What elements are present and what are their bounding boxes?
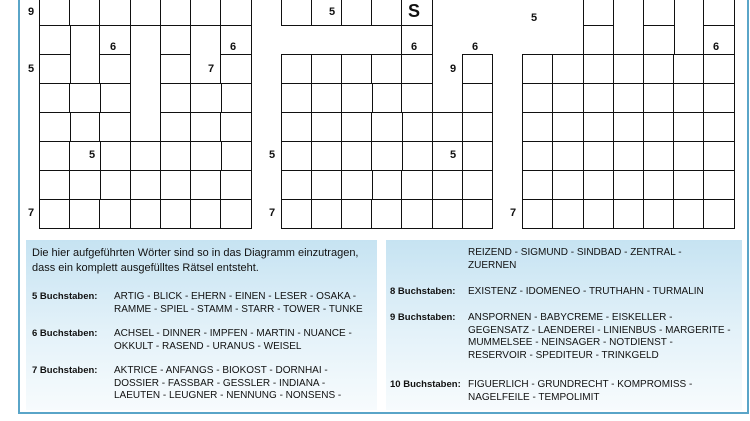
grid-cell[interactable] bbox=[341, 170, 373, 200]
grid-cell[interactable] bbox=[99, 170, 131, 200]
grid-cell[interactable] bbox=[643, 199, 675, 229]
grid-cell[interactable] bbox=[613, 170, 645, 200]
grid-cell[interactable] bbox=[160, 170, 192, 200]
grid-cell[interactable] bbox=[583, 141, 615, 171]
grid-cell[interactable] bbox=[643, 54, 675, 84]
grid-cell[interactable] bbox=[583, 25, 615, 55]
grid-cell[interactable] bbox=[371, 112, 403, 142]
word-line: ANSPORNEN - BABYCREME - EISKELLER - bbox=[468, 312, 673, 323]
word-line: LAEUTEN - LEUGNER - NENNUNG - NONSENS - bbox=[114, 390, 342, 401]
grid-cell[interactable] bbox=[552, 170, 584, 200]
grid-cell[interactable] bbox=[311, 54, 343, 84]
grid-cell[interactable] bbox=[371, 141, 403, 171]
clue-number: 5 bbox=[89, 149, 96, 161]
grid-cell[interactable] bbox=[432, 199, 464, 229]
grid-cell[interactable] bbox=[643, 170, 675, 200]
word-line: AKTRICE - ANFANGS - BIOKOST - DORNHAI - bbox=[114, 365, 328, 376]
grid-cell[interactable] bbox=[130, 199, 162, 229]
grid-cell[interactable] bbox=[673, 141, 705, 171]
grid-cell[interactable] bbox=[220, 54, 252, 84]
grid-cell[interactable] bbox=[160, 54, 192, 84]
grid-cell[interactable] bbox=[190, 83, 222, 113]
grid-cell[interactable] bbox=[522, 170, 554, 200]
grid-cell[interactable] bbox=[401, 199, 433, 229]
word-line: RAMME - SPIEL - STAMM - STARR - TOWER - TUNKE bbox=[114, 303, 363, 315]
grid-cell[interactable] bbox=[613, 141, 645, 171]
clue-number: 9 bbox=[450, 63, 457, 75]
grid-cell[interactable] bbox=[281, 0, 313, 26]
grid-cell[interactable] bbox=[69, 170, 101, 200]
grid-cell[interactable] bbox=[401, 25, 433, 55]
grid-cell[interactable] bbox=[432, 170, 464, 200]
word-line: GEGENSATZ - LAENDEREI - LINIENBUS - MARGERITE - bbox=[468, 324, 731, 336]
grid-cell[interactable] bbox=[703, 141, 735, 171]
word-group-label: 7 Buchstaben: bbox=[32, 365, 98, 376]
grid-cell[interactable] bbox=[673, 199, 705, 229]
grid-cell[interactable] bbox=[99, 83, 131, 113]
grid-cell[interactable] bbox=[341, 0, 373, 26]
grid-cell[interactable] bbox=[401, 112, 433, 142]
grid-cell[interactable] bbox=[432, 112, 464, 142]
grid-cell[interactable] bbox=[341, 112, 373, 142]
grid-cell[interactable] bbox=[281, 199, 313, 229]
grid-cell[interactable] bbox=[190, 0, 222, 26]
grid-cell[interactable] bbox=[462, 170, 494, 200]
grid-cell[interactable] bbox=[311, 199, 343, 229]
grid-cell[interactable] bbox=[552, 141, 584, 171]
grid-cell[interactable] bbox=[583, 112, 615, 142]
grid-cell[interactable] bbox=[552, 54, 584, 84]
grid-cell[interactable] bbox=[703, 199, 735, 229]
clue-number: 9 bbox=[28, 6, 35, 18]
grid-cell[interactable] bbox=[220, 0, 252, 26]
grid-cell[interactable] bbox=[220, 83, 252, 113]
grid-cell[interactable] bbox=[371, 0, 403, 26]
grid-cell[interactable] bbox=[281, 170, 313, 200]
grid-cell[interactable] bbox=[643, 112, 675, 142]
grid-cell[interactable] bbox=[311, 112, 343, 142]
clue-number: 7 bbox=[28, 207, 35, 219]
grid-cell[interactable] bbox=[160, 199, 192, 229]
grid-cell[interactable] bbox=[99, 199, 131, 229]
grid-cell[interactable] bbox=[703, 83, 735, 113]
grid-cell[interactable] bbox=[160, 141, 192, 171]
grid-cell[interactable] bbox=[613, 83, 645, 113]
grid-cell[interactable] bbox=[69, 141, 101, 171]
grid-cell[interactable] bbox=[99, 54, 131, 84]
clue-number: 6 bbox=[472, 41, 479, 53]
grid-cell[interactable] bbox=[341, 141, 373, 171]
word-line: OKKULT - RASEND - URANUS - WEISEL bbox=[114, 340, 302, 352]
grid-cell[interactable] bbox=[613, 54, 645, 84]
grid-cell[interactable] bbox=[401, 83, 433, 113]
clue-number: 5 bbox=[269, 149, 276, 161]
grid-cell[interactable] bbox=[39, 199, 71, 229]
grid-cell[interactable] bbox=[281, 83, 313, 113]
grid-cell[interactable] bbox=[39, 112, 71, 142]
grid-cell[interactable] bbox=[583, 0, 615, 26]
grid-cell[interactable] bbox=[613, 199, 645, 229]
grid-cell[interactable] bbox=[39, 83, 71, 113]
grid-cell[interactable] bbox=[703, 112, 735, 142]
word-group-label: 9 Buchstaben: bbox=[390, 312, 456, 323]
grid-cell[interactable] bbox=[462, 141, 494, 171]
grid-cell[interactable] bbox=[39, 141, 71, 171]
grid-cell[interactable] bbox=[311, 141, 343, 171]
grid-cell[interactable] bbox=[643, 141, 675, 171]
grid-cell[interactable] bbox=[39, 54, 71, 84]
word-line: FIGUERLICH - GRUNDRECHT - KOMPROMISS - bbox=[468, 379, 693, 390]
grid-cell[interactable] bbox=[462, 83, 494, 113]
grid-cell[interactable] bbox=[371, 54, 403, 84]
grid-cell[interactable] bbox=[703, 170, 735, 200]
grid-cell[interactable] bbox=[583, 199, 615, 229]
grid-cell[interactable] bbox=[190, 199, 222, 229]
grid-cell[interactable] bbox=[281, 141, 313, 171]
grid-cell[interactable] bbox=[160, 0, 192, 26]
clue-number: 5 bbox=[450, 149, 457, 161]
grid-cell[interactable] bbox=[643, 0, 675, 26]
grid-cell[interactable] bbox=[643, 25, 675, 55]
grid-cell[interactable] bbox=[401, 141, 433, 171]
word-list-panel-left bbox=[26, 240, 377, 410]
grid-cell[interactable] bbox=[39, 170, 71, 200]
word-line: DOSSIER - FASSBAR - GESSLER - INDIANA - bbox=[114, 377, 326, 389]
clue-number: 6 bbox=[411, 41, 418, 53]
grid-cell[interactable] bbox=[220, 141, 252, 171]
grid-cell[interactable] bbox=[190, 141, 222, 171]
grid-cell[interactable] bbox=[220, 170, 252, 200]
grid-cell[interactable] bbox=[220, 199, 252, 229]
grid-cell[interactable] bbox=[371, 199, 403, 229]
grid-cell[interactable] bbox=[703, 54, 735, 84]
clue-number: 7 bbox=[269, 207, 276, 219]
grid-cell[interactable] bbox=[130, 0, 162, 26]
grid-cell[interactable] bbox=[69, 199, 101, 229]
grid-cell[interactable] bbox=[462, 199, 494, 229]
word-line: EXISTENZ - IDOMENEO - TRUTHAHN - TURMALIN bbox=[468, 286, 704, 297]
grid-cell[interactable] bbox=[522, 141, 554, 171]
grid-cell[interactable] bbox=[99, 112, 131, 142]
grid-cell[interactable] bbox=[552, 199, 584, 229]
grid-cell[interactable] bbox=[552, 112, 584, 142]
grid-cell[interactable] bbox=[341, 83, 373, 113]
grid-cell[interactable] bbox=[703, 0, 735, 26]
clue-number: 5 bbox=[531, 12, 538, 24]
grid-cell[interactable] bbox=[311, 0, 343, 26]
grid-cell[interactable] bbox=[462, 54, 494, 84]
clue-number: 6 bbox=[110, 41, 117, 53]
grid-cell[interactable] bbox=[522, 112, 554, 142]
instructions-text: Die hier aufgeführten Wörter sind so in das Diagramm einzutragen, dass ein komplett ausgefülltes Rätsel entsteht. bbox=[32, 247, 359, 274]
grid-cell[interactable] bbox=[673, 112, 705, 142]
grid-cell[interactable] bbox=[281, 112, 313, 142]
word-line: ZUERNEN bbox=[468, 259, 517, 271]
grid-cell[interactable] bbox=[220, 112, 252, 142]
word-line: NAGELFEILE - TEMPOLIMIT bbox=[468, 391, 600, 403]
grid-cell[interactable] bbox=[401, 54, 433, 84]
word-line: ACHSEL - DINNER - IMPFEN - MARTIN - NUANCE - bbox=[114, 328, 352, 339]
grid-cell[interactable] bbox=[703, 25, 735, 55]
grid-cell[interactable] bbox=[673, 170, 705, 200]
grid-cell[interactable] bbox=[130, 141, 162, 171]
grid-cell[interactable] bbox=[401, 170, 433, 200]
grid-cell[interactable] bbox=[99, 141, 131, 171]
grid-cell[interactable] bbox=[341, 54, 373, 84]
grid-cell[interactable] bbox=[643, 83, 675, 113]
word-line: REIZEND - SIGMUND - SINDBAD - ZENTRAL - bbox=[468, 247, 682, 258]
grid-cell[interactable] bbox=[432, 141, 464, 171]
word-line: ARTIG - BLICK - EHERN - EINEN - LESER - OSAKA - bbox=[114, 291, 357, 302]
grid-cell[interactable] bbox=[462, 112, 494, 142]
grid-cell[interactable] bbox=[341, 199, 373, 229]
grid-cell[interactable] bbox=[69, 83, 101, 113]
word-line: RESERVOIR - SPEDITEUR - TRINKGELD bbox=[468, 349, 659, 361]
word-list-panel-right bbox=[386, 240, 742, 410]
given-letter: S bbox=[408, 1, 421, 21]
word-line: MUMMELSEE - NEINSAGER - NOTDIENST - bbox=[468, 337, 673, 348]
grid-cell[interactable] bbox=[673, 54, 705, 84]
clue-number: 6 bbox=[713, 41, 720, 53]
grid-cell[interactable] bbox=[613, 112, 645, 142]
clue-number: 6 bbox=[230, 41, 237, 53]
grid-cell[interactable] bbox=[39, 0, 71, 26]
word-group-label: 5 Buchstaben: bbox=[32, 291, 98, 302]
grid-cell[interactable] bbox=[583, 54, 615, 84]
clue-number: 5 bbox=[28, 63, 35, 75]
grid-cell[interactable] bbox=[583, 170, 615, 200]
grid-cell[interactable] bbox=[99, 0, 131, 26]
grid-cell[interactable] bbox=[160, 112, 192, 142]
grid-cell[interactable] bbox=[583, 83, 615, 113]
grid-cell[interactable] bbox=[39, 25, 71, 55]
clue-number: 7 bbox=[208, 63, 215, 75]
grid-cell[interactable] bbox=[160, 83, 192, 113]
grid-cell[interactable] bbox=[69, 0, 101, 26]
clue-number: 7 bbox=[510, 207, 517, 219]
grid-cell[interactable] bbox=[160, 25, 192, 55]
grid-cell[interactable] bbox=[522, 54, 554, 84]
grid-cell[interactable] bbox=[673, 83, 705, 113]
clue-number: 5 bbox=[329, 6, 336, 18]
word-group-label: 8 Buchstaben: bbox=[390, 286, 456, 297]
word-group-label: 6 Buchstaben: bbox=[32, 328, 98, 339]
grid-cell[interactable] bbox=[522, 199, 554, 229]
grid-cell[interactable] bbox=[552, 83, 584, 113]
grid-cell[interactable] bbox=[522, 83, 554, 113]
grid-cell[interactable] bbox=[281, 54, 313, 84]
word-group-label: 10 Buchstaben: bbox=[390, 379, 461, 390]
